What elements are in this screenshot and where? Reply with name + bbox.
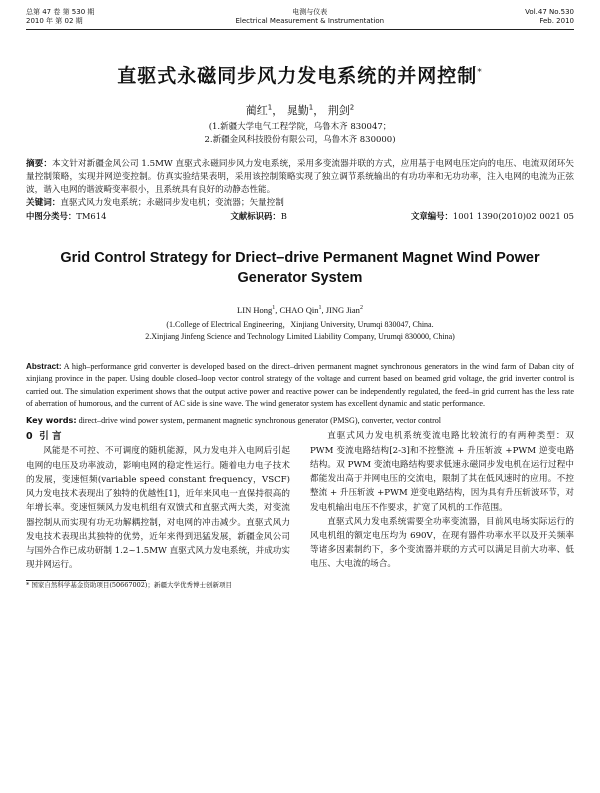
authors-en: LIN Hong$^1$, CHAO Qin$^1$, JING Jian$^2$ bbox=[237, 305, 363, 315]
author-name: 荆剑 bbox=[327, 104, 350, 117]
author-name-en: LIN Hong bbox=[237, 305, 273, 315]
title-footnote-mark: * bbox=[477, 67, 483, 78]
date-en: Feb. 2010 bbox=[539, 17, 574, 25]
affiliation-line: (1.新疆大学电气工程学院，乌鲁木齐 830047； bbox=[208, 122, 392, 132]
section-heading bbox=[26, 429, 290, 444]
abstract-label-en: Abstract: bbox=[26, 362, 62, 371]
abstract-text-zh: 本文针对新疆金风公司 1.5MW 直驱式永磁同步风力发电系统，采用多变流器并联的方式，应用基于电网电压定向的电压、电流双闭环矢量控制策略，实现并网逆变控制。仿真实验结果表明，采用该控制策略实现了独立调节系统输出的有功功率和无功功率，注入电网的电流为正弦波，谐入电网的谐波畸变率很小，且系统具有良好的动静态性能。 bbox=[26, 159, 574, 195]
abstract-zh bbox=[26, 158, 574, 197]
body-column-left bbox=[26, 429, 290, 590]
body-paragraph: 直驱式风力发电机系统变流电路比较流行的有两种类型：双 PWM 变流电路结构[2-3]和不控整流 + 升压斩波 +PWM 逆变电路结构。双 PWM 变流电路结构要求低速永磁同步发电机在运行过程中都能发出高于并网电压的交流电，限制了其在低风速时的应用。不控整流 + 升压斩波 +PWM 逆变电路结构，因为具有升压斩波环节，对发电机输出电压不作要求，扩宽了风机的工作范围。 bbox=[310, 431, 574, 513]
affiliation-line: 2.新疆金风科技股份有限公司，乌鲁木齐 830000) bbox=[204, 135, 396, 145]
classification-line: 中图分类号：TM614 文献标识码：B 文章编号：1001 1390(2010)02 0021 05 bbox=[26, 211, 574, 221]
abstract-text-en: A high–performance grid converter is developed based on the direct–driven permanent magnet synchronous generators in the wind farm of Daban city of xinjiang province in the paper. Using double closed–loop vector control strategy of the voltage and current based on beamed grid voltage, the grid inverter control is carried out. The simulation experiment shows that the output active power and reactive power can be independently regulated, the feed–in grid current has the less rate of aberration of humorous, and the current of AC side is sine wave. The wind generator system has excellent dynamic and static performance. bbox=[26, 362, 575, 408]
section-number: 0 bbox=[26, 431, 33, 443]
journal-name-zh: 电测与仪表 bbox=[292, 8, 328, 16]
keywords-en bbox=[26, 414, 574, 427]
footnote: * 国家自然科学基金资助项目(50667002)；新疆大学优秀博士创新项目 bbox=[26, 581, 232, 590]
body-paragraph: 风能是不可控、不可调度的随机能源，风力发电并入电网后引起电网的电压及功率波动，影响电网的稳定性运行。随着电力电子技术的发展，变速恒频(variable speed constant frequency，VSCF) 风力发电技术表现出了独特的优越性[1]，近年来风电一直保持很高的年增长率。变速恒频风力发电机组有双馈式和直驱式两大类，对变流器控制从而实现有功无功解耦控制，对电网的冲击减少。直驱式风力发电技术表现出其独特的优势，近年来得到迅猛发展，新疆金风公司与国外合作已成功研制 1.2~1.5MW 直驱式风力发电系统，并成功实现并网运行。 bbox=[26, 446, 290, 571]
author-name: 晁勤 bbox=[286, 104, 309, 117]
volume-issue: 总第 47 卷 第 530 期 bbox=[26, 8, 95, 16]
header-rule bbox=[26, 29, 574, 30]
authors-zh: 蔺红$^1$， 晁勤$^1$， 荆剑$^2$ bbox=[245, 103, 355, 117]
author-name: 蔺红 bbox=[245, 104, 268, 117]
affiliations-en bbox=[26, 319, 574, 343]
abstract-label-zh: 摘要： bbox=[26, 159, 52, 169]
journal-name-en: Electrical Measurement & Instrumentation bbox=[235, 17, 385, 25]
year-issue: 2010 年 第 02 期 bbox=[26, 17, 83, 25]
document-code: B bbox=[280, 211, 287, 221]
article-number: 1001 1390(2010)02 0021 05 bbox=[452, 211, 574, 221]
author-name-en: JING Jian bbox=[325, 305, 360, 315]
section-title: 引 言 bbox=[39, 431, 62, 443]
running-header bbox=[26, 8, 574, 26]
paper-title-zh: 直驱式永磁同步风力发电系统的并网控制* bbox=[117, 65, 483, 87]
keywords-text-zh: 直驱式风力发电系统；永磁同步发电机；变流器；矢量控制 bbox=[60, 198, 284, 208]
body-paragraph: 直驱式风力发电系统需要全功率变流器，目前风电场实际运行的风电机组的额定电压均为 690V，在现有器件功率水平以及开关频率等诸多因素制约下，多个变流器并联的方式可以满足目前大功率、低电压、大电流的场合。 bbox=[310, 516, 574, 570]
affiliation-line-en: (1.College of Electrical Engineering，Xinjiang University, Urumqi 830047, China. bbox=[166, 320, 434, 329]
affiliations-zh bbox=[26, 121, 574, 147]
body-column-right bbox=[310, 429, 574, 590]
keywords-label-en: Key words: bbox=[26, 415, 77, 426]
keywords-label-zh: 关键词： bbox=[26, 198, 61, 208]
keywords-zh bbox=[26, 197, 574, 210]
abstract-en bbox=[26, 361, 574, 410]
affiliation-line-en: 2.Xinjiang Jinfeng Science and Technology Limited Liability Company, Urumqi 830000, China) bbox=[145, 332, 455, 341]
clc-number: TM614 bbox=[76, 211, 107, 221]
author-name-en: CHAO Qin bbox=[279, 305, 319, 315]
keywords-text-en: direct–drive wind power system, permanent magnetic synchronous generator (PMSG), converter, vector control bbox=[78, 416, 442, 426]
body-columns bbox=[26, 429, 574, 590]
volume-en: Vol.47 No.530 bbox=[525, 8, 574, 16]
paper-title-en: Grid Control Strategy for Driect–drive Permanent Magnet Wind Power Generator System bbox=[60, 250, 540, 286]
